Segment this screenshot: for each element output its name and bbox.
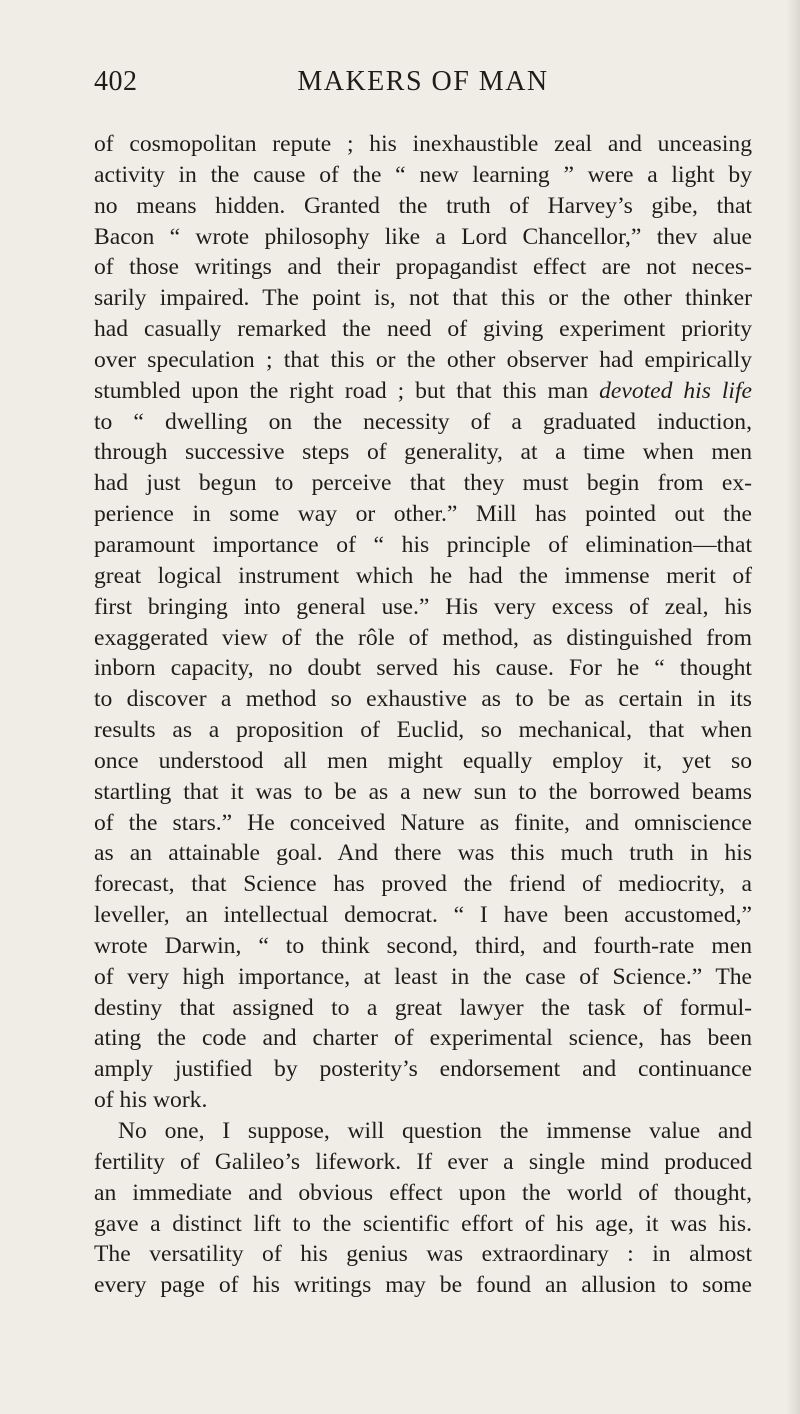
paragraph-start-line: No one, I suppose, will question the immense value and (118, 1118, 752, 1144)
text-line: Bacon “ wrote philosophy like a Lord Chancellor,” thev alue (94, 223, 752, 250)
page-number: 402 (94, 66, 138, 97)
page-edge-shadow (786, 0, 800, 1414)
text-line: fertility of Galileo’s lifework. If ever a single mind produced (94, 1148, 752, 1175)
text-line: of those writings and their propagandist effect are not neces- (94, 254, 752, 281)
text-line: through successive steps of generality, at a time when men (94, 439, 752, 466)
text-line: destiny that assigned to a great lawyer the task of formul- (94, 994, 752, 1021)
text-line: perience in some way or other.” Mill has pointed out the (94, 501, 752, 528)
text-line: amply justified by posterity’s endorsement and continuance (94, 1056, 752, 1083)
text-line: startling that it was to be as a new sun to the borrowed beams (94, 778, 752, 805)
paragraph-end-line: of his work. (94, 1087, 208, 1114)
text-line: had casually remarked the need of giving experiment priority (94, 316, 752, 343)
text-line: exaggerated view of the rôle of method, as distinguished from (94, 624, 752, 651)
text-line: of very high importance, at least in the case of Science.” The (94, 963, 752, 990)
text-line: an immediate and obvious effect upon the world of thought, (94, 1179, 752, 1206)
text-line: great logical instrument which he had the immense merit of (94, 562, 752, 589)
running-head (94, 66, 752, 106)
text-line: of cosmopolitan repute ; his inexhaustible zeal and unceasing (94, 131, 752, 157)
text-line: first bringing into general use.” His very excess of zeal, his (94, 593, 752, 620)
text-line: no means hidden. Granted the truth of Harvey’s gibe, that (94, 192, 752, 219)
text-line: wrote Darwin, “ to think second, third, and fourth-rate men (94, 932, 752, 959)
text-line: sarily impaired. The point is, not that this or the other thinker (94, 285, 752, 312)
text-line: leveller, an intellectual democrat. “ I have been accustomed,” (94, 902, 752, 929)
text-line: activity in the cause of the “ new learning ” were a light by (94, 161, 752, 188)
text-line: results as a proposition of Euclid, so mechanical, that when (94, 717, 752, 744)
text-line: ating the code and charter of experimental science, has been (94, 1025, 752, 1052)
text-line: The versatility of his genius was extraordinary : in almost (94, 1241, 752, 1268)
text-segment: stumbled upon the right road ; but that this man (94, 377, 589, 404)
text-line: every page of his writings may be found an allusion to some (94, 1272, 752, 1299)
italic-phrase: devoted his life (599, 377, 752, 404)
text-line: to “ dwelling on the necessity of a graduated induction, (94, 408, 752, 435)
text-line-with-italic (94, 376, 752, 407)
text-line: inborn capacity, no doubt served his cause. For he “ thought (94, 655, 752, 682)
text-line: gave a distinct lift to the scientific effort of his age, it was his. (94, 1210, 752, 1237)
text-line: to discover a method so exhaustive as to be as certain in its (94, 686, 752, 713)
text-line: of the stars.” He conceived Nature as finite, and omniscience (94, 809, 752, 836)
body-text (94, 129, 752, 1301)
text-line: forecast, that Science has proved the friend of mediocrity, a (94, 871, 752, 898)
running-title: MAKERS OF MAN (297, 66, 549, 97)
text-line: paramount importance of “ his principle of elimination—that (94, 531, 752, 558)
text-line: as an attainable goal. And there was this much truth in his (94, 840, 752, 867)
text-line: once understood all men might equally employ it, yet so (94, 747, 752, 774)
text-line: over speculation ; that this or the other observer had empirically (94, 346, 752, 373)
text-line: had just begun to perceive that they must begin from ex- (94, 470, 752, 497)
